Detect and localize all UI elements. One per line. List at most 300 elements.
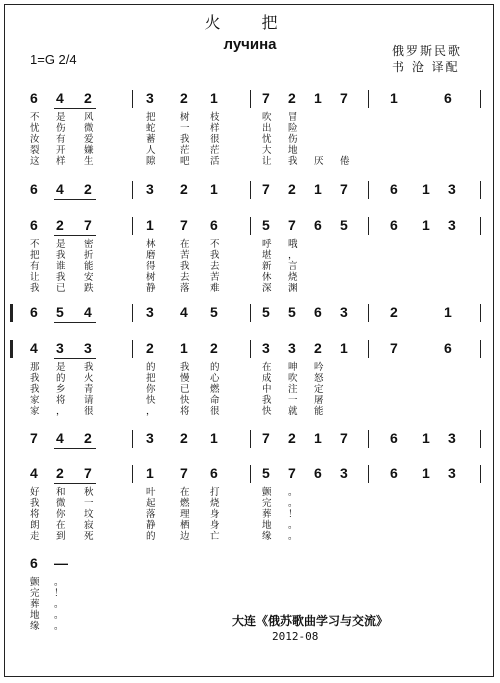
lyric-char: 到 bbox=[56, 531, 66, 542]
lyric-char: 折 bbox=[84, 250, 94, 261]
note: 1 bbox=[314, 90, 322, 106]
lyric-char: 是 bbox=[56, 239, 66, 250]
lyric-char: 忧 bbox=[262, 134, 272, 145]
lyric-char: 呼 bbox=[262, 239, 272, 250]
song-title-chinese: 火 把 bbox=[204, 13, 296, 32]
note: 5 bbox=[262, 217, 270, 233]
footer-source: 大连《俄苏歌曲学习与交流》 bbox=[232, 614, 389, 628]
note: 2 bbox=[146, 340, 154, 356]
score-system bbox=[14, 340, 484, 417]
credit-translator: 书 沧 译配 bbox=[392, 60, 460, 74]
barline bbox=[368, 430, 369, 448]
note: 6 bbox=[314, 465, 322, 481]
note: 3 bbox=[340, 304, 348, 320]
lyric-char: 快 bbox=[146, 395, 156, 406]
beam bbox=[54, 322, 96, 323]
lyric-char: 的 bbox=[146, 531, 156, 542]
lyric-char: 身 bbox=[210, 509, 220, 520]
lyric-char: 人 bbox=[146, 145, 156, 156]
lyric-char: 家 bbox=[30, 406, 40, 417]
lyric-char: 把 bbox=[146, 112, 156, 123]
barline bbox=[480, 465, 481, 483]
lyric-char: 有 bbox=[56, 134, 66, 145]
lyric-char: 的 bbox=[56, 373, 66, 384]
lyrics-block bbox=[14, 362, 484, 417]
lyric-char: 林 bbox=[146, 239, 156, 250]
lyric-char: 爱 bbox=[84, 134, 94, 145]
note-row bbox=[14, 304, 484, 322]
lyric-char: 将 bbox=[56, 395, 66, 406]
note-row bbox=[14, 465, 484, 483]
lyric-char: 呻 bbox=[288, 362, 298, 373]
lyric-char: 是 bbox=[56, 362, 66, 373]
lyric-char: 枝 bbox=[210, 112, 220, 123]
lyric-char: 燃 bbox=[180, 498, 190, 509]
lyric-char: 青 bbox=[84, 384, 94, 395]
lyric-char: 把 bbox=[30, 250, 40, 261]
note: 7 bbox=[340, 181, 348, 197]
lyric-char: 缘 bbox=[262, 531, 272, 542]
lyric-char: 心 bbox=[210, 373, 220, 384]
lyric-char: 在 bbox=[262, 362, 272, 373]
lyric-char: 我 bbox=[180, 261, 190, 272]
note: 2 bbox=[56, 465, 64, 481]
barline bbox=[480, 217, 481, 235]
note: 6 bbox=[444, 90, 452, 106]
lyric-char: 。 bbox=[288, 531, 298, 542]
lyric-char: 的 bbox=[210, 362, 220, 373]
barline bbox=[480, 90, 481, 108]
song-title-russian: лучина bbox=[223, 36, 277, 53]
lyric-char: 我 bbox=[56, 272, 66, 283]
note-row bbox=[14, 217, 484, 235]
lyrics-line bbox=[14, 487, 484, 498]
lyric-char: 你 bbox=[146, 384, 156, 395]
credit-origin: 俄罗斯民歌 bbox=[392, 44, 463, 58]
note: 7 bbox=[288, 465, 296, 481]
lyric-char: 烧 bbox=[210, 498, 220, 509]
score-system bbox=[14, 90, 484, 167]
lyric-char: 茫 bbox=[210, 145, 220, 156]
lyric-char: 快 bbox=[262, 406, 272, 417]
note: 7 bbox=[262, 430, 270, 446]
lyric-char: 蓄 bbox=[146, 134, 156, 145]
lyric-char: 言 bbox=[288, 261, 298, 272]
lyric-char: 就 bbox=[288, 406, 298, 417]
note: 7 bbox=[180, 217, 188, 233]
barline bbox=[250, 181, 251, 199]
note: 3 bbox=[146, 304, 154, 320]
barline bbox=[480, 304, 481, 322]
lyric-char: 不 bbox=[210, 239, 220, 250]
lyric-char: 跌 bbox=[84, 283, 94, 294]
lyric-char: 打 bbox=[210, 487, 220, 498]
lyric-char: 葬 bbox=[30, 599, 40, 610]
lyric-char: 在 bbox=[180, 487, 190, 498]
barline bbox=[132, 217, 133, 235]
note: 2 bbox=[314, 340, 322, 356]
lyric-char: 那 bbox=[30, 362, 40, 373]
lyrics-line bbox=[14, 498, 484, 509]
note: 5 bbox=[340, 217, 348, 233]
note-row bbox=[14, 90, 484, 108]
lyric-char: 理 bbox=[180, 509, 190, 520]
lyrics-line bbox=[14, 520, 484, 531]
note: 1 bbox=[146, 217, 154, 233]
note: 2 bbox=[210, 340, 218, 356]
note: 2 bbox=[56, 217, 64, 233]
note: 2 bbox=[84, 181, 92, 197]
note: 1 bbox=[314, 430, 322, 446]
score-system bbox=[14, 304, 484, 322]
lyric-char: 隙 bbox=[146, 156, 156, 167]
lyric-char: 深 bbox=[262, 283, 272, 294]
lyrics-line bbox=[14, 123, 484, 134]
barline bbox=[250, 340, 251, 358]
note: 6 bbox=[210, 217, 218, 233]
lyric-char: 。 bbox=[54, 599, 64, 610]
lyric-char: 燃 bbox=[210, 384, 220, 395]
lyric-char: 缘 bbox=[30, 621, 40, 632]
lyrics-block bbox=[14, 239, 484, 294]
lyric-char: 微 bbox=[84, 123, 94, 134]
note: 4 bbox=[30, 465, 38, 481]
beam bbox=[54, 199, 96, 200]
note: 7 bbox=[340, 430, 348, 446]
lyric-char: 出 bbox=[262, 123, 272, 134]
note: 6 bbox=[30, 90, 38, 106]
note: — bbox=[54, 555, 68, 571]
lyrics-line bbox=[14, 531, 484, 542]
note: 7 bbox=[84, 465, 92, 481]
note: 3 bbox=[146, 90, 154, 106]
lyric-char: 静 bbox=[146, 283, 156, 294]
lyric-char: 秋 bbox=[84, 487, 94, 498]
lyrics-line bbox=[14, 577, 484, 588]
lyric-char: 安 bbox=[84, 272, 94, 283]
lyric-char: 险 bbox=[288, 123, 298, 134]
lyric-char: 定 bbox=[314, 384, 324, 395]
lyric-char: 得 bbox=[146, 261, 156, 272]
barline bbox=[250, 430, 251, 448]
lyric-char: 的 bbox=[146, 362, 156, 373]
note: 4 bbox=[84, 304, 92, 320]
note: 1 bbox=[422, 217, 430, 233]
note-row bbox=[14, 181, 484, 199]
lyric-char: 蛇 bbox=[146, 123, 156, 134]
lyric-char: 不 bbox=[30, 112, 40, 123]
lyric-char: 能 bbox=[314, 406, 324, 417]
lyric-char: 渊 bbox=[288, 283, 298, 294]
barline bbox=[368, 217, 369, 235]
lyric-char: 。 bbox=[54, 610, 64, 621]
note: 3 bbox=[84, 340, 92, 356]
lyric-char: 风 bbox=[84, 112, 94, 123]
lyrics-line bbox=[14, 156, 484, 167]
lyric-char: 磨 bbox=[146, 250, 156, 261]
lyric-char: 不 bbox=[30, 239, 40, 250]
lyric-char: 倦 bbox=[340, 156, 350, 167]
lyric-char: 一 bbox=[288, 395, 298, 406]
score-system bbox=[14, 430, 484, 448]
lyric-char: 堪 bbox=[262, 250, 272, 261]
note-row bbox=[14, 430, 484, 448]
lyric-char: 让 bbox=[30, 272, 40, 283]
lyric-char: 茫 bbox=[180, 145, 190, 156]
lyric-char: 地 bbox=[288, 145, 298, 156]
lyric-char: 边 bbox=[180, 531, 190, 542]
lyric-char: 请 bbox=[84, 395, 94, 406]
note: 3 bbox=[146, 430, 154, 446]
lyric-char: 一 bbox=[84, 498, 94, 509]
lyric-char: 朗 bbox=[30, 520, 40, 531]
lyric-char: 完 bbox=[262, 498, 272, 509]
note: 1 bbox=[444, 304, 452, 320]
lyric-char: 已 bbox=[180, 384, 190, 395]
lyric-char: 葬 bbox=[262, 509, 272, 520]
beam bbox=[54, 235, 96, 236]
lyrics-line bbox=[14, 373, 484, 384]
barline bbox=[132, 181, 133, 199]
lyric-char: 汝 bbox=[30, 134, 40, 145]
lyrics-line bbox=[14, 250, 484, 261]
lyric-char: 冒 bbox=[288, 112, 298, 123]
note: 6 bbox=[390, 465, 398, 481]
note: 6 bbox=[30, 555, 38, 571]
lyric-char: 开 bbox=[56, 145, 66, 156]
lyric-char: 我 bbox=[262, 395, 272, 406]
lyrics-line bbox=[14, 509, 484, 520]
note: 7 bbox=[340, 90, 348, 106]
note: 7 bbox=[390, 340, 398, 356]
lyric-char: 很 bbox=[210, 134, 220, 145]
note: 7 bbox=[180, 465, 188, 481]
note: 3 bbox=[340, 465, 348, 481]
lyric-char: 颤 bbox=[30, 577, 40, 588]
lyric-char: 很 bbox=[210, 406, 220, 417]
barline bbox=[368, 181, 369, 199]
barline bbox=[480, 181, 481, 199]
lyric-char: 落 bbox=[146, 509, 156, 520]
lyrics-line bbox=[14, 395, 484, 406]
note: 5 bbox=[56, 304, 64, 320]
lyric-char: 我 bbox=[180, 362, 190, 373]
lyric-char: 我 bbox=[288, 156, 298, 167]
lyric-char: 已 bbox=[56, 283, 66, 294]
note: 5 bbox=[210, 304, 218, 320]
lyrics-line bbox=[14, 283, 484, 294]
barline bbox=[480, 430, 481, 448]
note-row bbox=[14, 555, 484, 573]
barline bbox=[132, 90, 133, 108]
score-system bbox=[14, 181, 484, 199]
note: 7 bbox=[262, 90, 270, 106]
beam bbox=[54, 108, 96, 109]
barline bbox=[250, 90, 251, 108]
lyric-char: 屠 bbox=[314, 395, 324, 406]
lyric-char: 有 bbox=[30, 261, 40, 272]
lyric-char: 我 bbox=[30, 384, 40, 395]
note: 6 bbox=[390, 430, 398, 446]
note: 4 bbox=[56, 181, 64, 197]
lyric-char: ！ bbox=[288, 509, 298, 520]
note: 3 bbox=[448, 465, 456, 481]
lyric-char: 能 bbox=[84, 261, 94, 272]
barline bbox=[250, 217, 251, 235]
lyric-char: 。 bbox=[288, 487, 298, 498]
lyric-char: 谁 bbox=[56, 261, 66, 272]
lyrics-line bbox=[14, 239, 484, 250]
note: 6 bbox=[210, 465, 218, 481]
note: 6 bbox=[30, 181, 38, 197]
lyric-char: 是 bbox=[56, 112, 66, 123]
note: 7 bbox=[288, 217, 296, 233]
lyric-char: 怒 bbox=[314, 373, 324, 384]
beam bbox=[54, 448, 96, 449]
lyric-char: 密 bbox=[84, 239, 94, 250]
lyric-char: 乡 bbox=[56, 384, 66, 395]
lyric-char: 命 bbox=[210, 395, 220, 406]
lyric-char: 烧 bbox=[288, 272, 298, 283]
lyric-char: 颤 bbox=[262, 487, 272, 498]
lyrics-line bbox=[14, 588, 484, 599]
note: 1 bbox=[210, 181, 218, 197]
note: 3 bbox=[288, 340, 296, 356]
lyric-char: ， bbox=[146, 406, 156, 417]
note: 7 bbox=[30, 430, 38, 446]
lyric-char: 吟 bbox=[314, 362, 324, 373]
note: 2 bbox=[288, 90, 296, 106]
lyric-char: 身 bbox=[210, 520, 220, 531]
lyrics-block bbox=[14, 112, 484, 167]
note: 6 bbox=[30, 217, 38, 233]
lyric-char: 完 bbox=[30, 588, 40, 599]
note: 7 bbox=[262, 181, 270, 197]
beam bbox=[54, 483, 96, 484]
lyrics-line bbox=[14, 112, 484, 123]
lyric-char: 我 bbox=[30, 498, 40, 509]
footer-date: 2012-08 bbox=[272, 630, 319, 643]
barline bbox=[132, 430, 133, 448]
lyric-char: 家 bbox=[30, 395, 40, 406]
lyric-char: 树 bbox=[146, 272, 156, 283]
lyric-char: 这 bbox=[30, 156, 40, 167]
lyric-char: 嫌 bbox=[84, 145, 94, 156]
lyric-char: 让 bbox=[262, 156, 272, 167]
note: 6 bbox=[314, 217, 322, 233]
lyrics-line bbox=[14, 272, 484, 283]
note: 6 bbox=[314, 304, 322, 320]
lyric-char: 和 bbox=[56, 487, 66, 498]
note: 1 bbox=[422, 181, 430, 197]
lyric-char: 落 bbox=[180, 283, 190, 294]
lyrics-line bbox=[14, 145, 484, 156]
note: 1 bbox=[210, 430, 218, 446]
lyric-char: 很 bbox=[84, 406, 94, 417]
lyric-char: 地 bbox=[262, 520, 272, 531]
note: 2 bbox=[180, 430, 188, 446]
barline bbox=[250, 304, 251, 322]
note: 7 bbox=[84, 217, 92, 233]
lyric-char: 忧 bbox=[30, 123, 40, 134]
barline bbox=[368, 465, 369, 483]
lyric-char: 叶 bbox=[146, 487, 156, 498]
lyric-char: 。 bbox=[54, 577, 64, 588]
lyric-char: 吹 bbox=[288, 373, 298, 384]
barline bbox=[368, 340, 369, 358]
lyric-char: 中 bbox=[262, 384, 272, 395]
lyric-char: 你 bbox=[56, 509, 66, 520]
repeat-barline bbox=[10, 340, 13, 358]
barline bbox=[132, 304, 133, 322]
barline bbox=[132, 465, 133, 483]
barline bbox=[132, 340, 133, 358]
lyric-char: 亡 bbox=[210, 531, 220, 542]
note: 5 bbox=[262, 304, 270, 320]
note: 6 bbox=[390, 217, 398, 233]
note: 1 bbox=[146, 465, 154, 481]
note: 4 bbox=[30, 340, 38, 356]
lyric-char: 将 bbox=[30, 509, 40, 520]
lyric-char: 。 bbox=[54, 621, 64, 632]
lyric-char: 我 bbox=[180, 134, 190, 145]
lyric-char: 生 bbox=[84, 156, 94, 167]
lyric-char: ！ bbox=[54, 588, 64, 599]
note: 5 bbox=[288, 304, 296, 320]
lyric-char: 快 bbox=[180, 395, 190, 406]
note: 3 bbox=[448, 181, 456, 197]
barline bbox=[368, 304, 369, 322]
note: 4 bbox=[180, 304, 188, 320]
note: 2 bbox=[288, 181, 296, 197]
lyric-char: 休 bbox=[262, 272, 272, 283]
note: 3 bbox=[448, 217, 456, 233]
lyric-char: 地 bbox=[30, 610, 40, 621]
barline bbox=[368, 90, 369, 108]
lyric-char: 我 bbox=[30, 283, 40, 294]
lyric-char: 新 bbox=[262, 261, 272, 272]
lyrics-line bbox=[14, 261, 484, 272]
lyric-char: 我 bbox=[30, 373, 40, 384]
note: 2 bbox=[180, 181, 188, 197]
lyric-char: 在 bbox=[56, 520, 66, 531]
note: 4 bbox=[56, 90, 64, 106]
lyric-char: ， bbox=[56, 406, 66, 417]
lyric-char: 树 bbox=[180, 112, 190, 123]
lyric-char: 静 bbox=[146, 520, 156, 531]
lyric-char: 在 bbox=[180, 239, 190, 250]
lyric-char: 。 bbox=[288, 520, 298, 531]
lyric-char: 。 bbox=[288, 498, 298, 509]
note: 3 bbox=[56, 340, 64, 356]
note: 2 bbox=[180, 90, 188, 106]
lyric-char: 我 bbox=[56, 250, 66, 261]
lyric-char: 火 bbox=[84, 373, 94, 384]
lyric-char: 走 bbox=[30, 531, 40, 542]
lyric-char: 活 bbox=[210, 156, 220, 167]
lyric-char: 我 bbox=[210, 250, 220, 261]
note: 5 bbox=[262, 465, 270, 481]
lyric-char: 去 bbox=[210, 261, 220, 272]
note: 3 bbox=[262, 340, 270, 356]
key-signature: 1=G 2/4 bbox=[30, 52, 77, 67]
lyric-char: 一 bbox=[180, 123, 190, 134]
note: 2 bbox=[84, 430, 92, 446]
lyric-char: 死 bbox=[84, 531, 94, 542]
lyric-char: 难 bbox=[210, 283, 220, 294]
lyrics-line bbox=[14, 134, 484, 145]
note: 1 bbox=[390, 90, 398, 106]
